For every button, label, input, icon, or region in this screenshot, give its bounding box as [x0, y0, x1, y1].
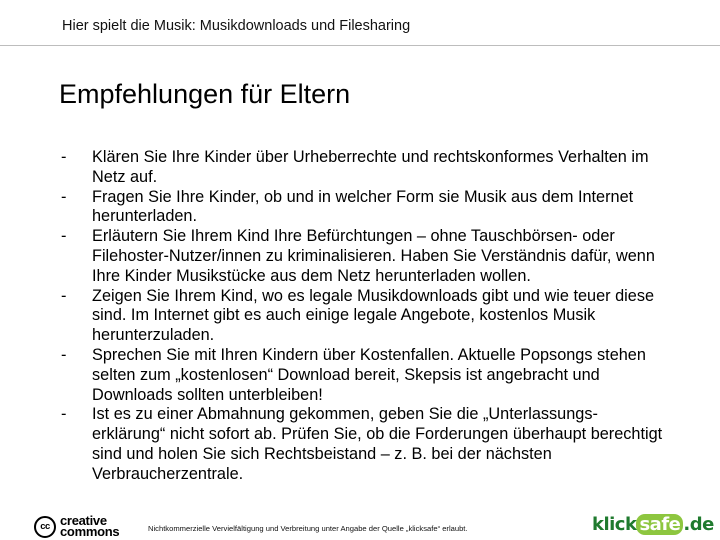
license-note: Nichtkommerzielle Vervielfältigung und Verbreitung unter Angabe der Quelle „klicksafe“ erlaubt. [148, 524, 468, 533]
bullet-marker: - [61, 148, 67, 166]
bullet-marker: - [61, 345, 67, 364]
bullet-marker: - [61, 227, 67, 246]
list-item-text: Erläutern Sie Ihrem Kind Ihre Befürchtungen – ohne Tauschbörsen- oder Filehoster-Nutzer/innen zu kriminalisieren. Haben Sie Verständnis dafür, wenn Ihre Kinder Musikstücke aus dem Netz herunterladen wollen. [92, 227, 655, 285]
list-item-text: Zeigen Sie Ihrem Kind, wo es legale Musikdownloads gibt und wie teuer diese sind. Im Internet gibt es auch einige legale Angebote, kostenlos Musik herunterzuladen. [92, 286, 655, 345]
bullet-marker: - [61, 405, 67, 424]
cc-logo-word-creative: creative [60, 513, 107, 528]
list-item [60, 227, 665, 286]
creative-commons-logo [34, 514, 144, 538]
klicksafe-logo [592, 512, 714, 538]
list-item-text: Fragen Sie Ihre Kinder, ob und in welcher Form sie Musik aus dem Internet herunterladen. [92, 187, 634, 226]
list-item [60, 188, 665, 228]
presentation-header: Hier spielt die Musik: Musikdownloads und Filesharing [62, 18, 411, 34]
list-item-text: Ist es zu einer Abmahnung gekommen, geben Sie die „Unterlassungs-erklärung“ nicht sofort ab. Prüfen Sie, ob die Forderungen überhaupt berechtigt sind und holen Sie sich Rechtsbeistand – z. B. bei der nächsten Verbraucherzentrale. [92, 405, 663, 483]
klicksafe-logo-tld: .de [683, 514, 714, 535]
cc-logo-word-commons: commons [60, 524, 120, 539]
list-item [60, 287, 665, 346]
slide-title: Empfehlungen für Eltern [59, 79, 351, 109]
list-item [60, 405, 665, 484]
slide-footer [0, 510, 720, 540]
list-item [60, 346, 665, 405]
klicksafe-logo-safe: safe [636, 514, 683, 535]
klicksafe-logo-klick: klick [592, 514, 637, 535]
creative-commons-icon: cc [34, 516, 56, 538]
list-item-text: Sprechen Sie mit Ihren Kindern über Kostenfallen. Aktuelle Popsongs stehen selten zum „kostenlosen“ Download bereit, Skepsis ist angebracht und Downloads sollten unterbleiben! [92, 345, 646, 404]
list-item [60, 148, 665, 188]
bullet-marker: - [61, 187, 67, 206]
list-item-text: Klären Sie Ihre Kinder über Urheberrechte und rechtskonformes Verhalten im Netz auf. [92, 148, 649, 186]
header-divider [0, 45, 720, 46]
bullet-marker: - [61, 286, 67, 305]
recommendation-list [60, 148, 665, 485]
